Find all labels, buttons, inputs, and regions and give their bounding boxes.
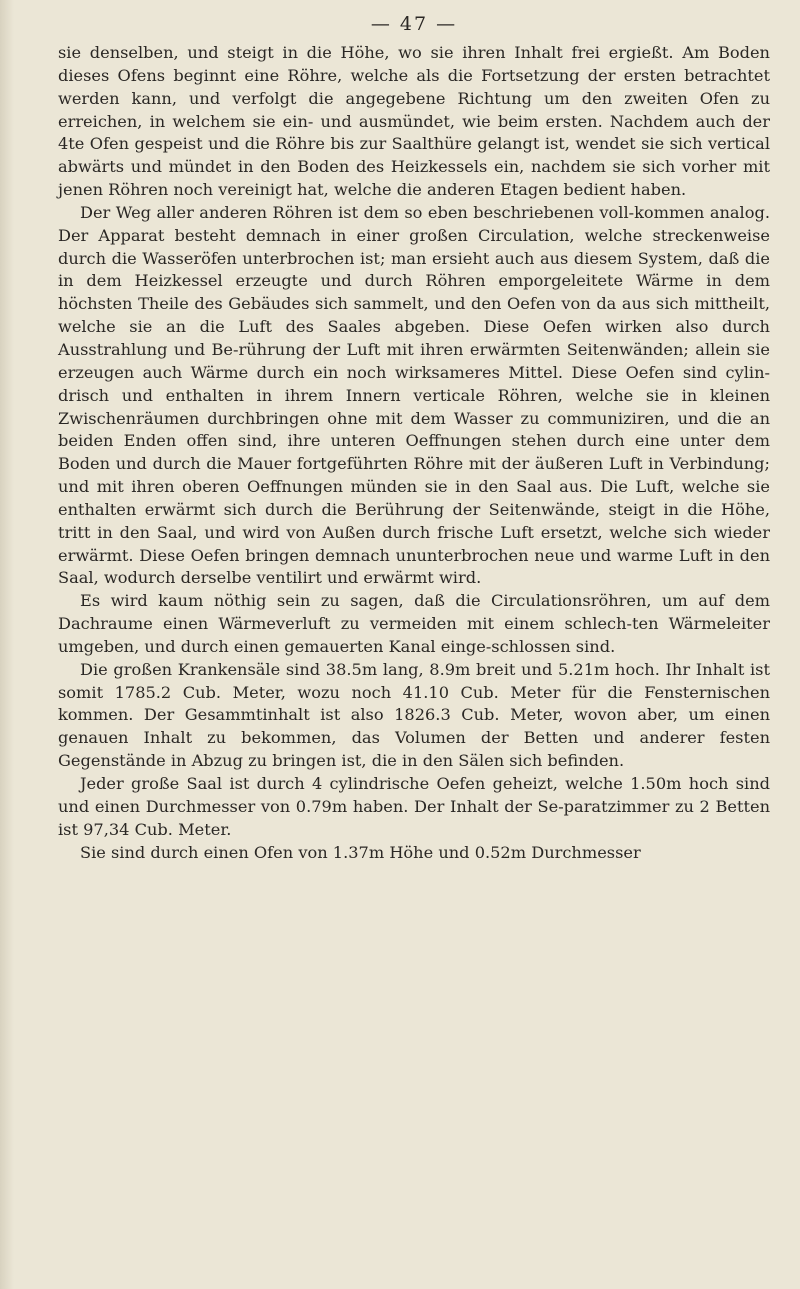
page-edge bbox=[0, 0, 14, 1289]
paragraph-1: sie denselben, und steigt in die Höhe, wo sie ihren Inhalt frei ergießt. Am Boden dieses Ofens beginnt eine Röhre, welche als die Fortsetzung der ersten betrachtet werden kann, und verfolgt die angegebene Richtung um den zweiten Ofen zu erreichen, in welchem sie ein- und ausmündet, wie beim ersten. Nachdem auch der 4te Ofen gespeist und die Röhre bis zur Saalthüre gelangt ist, wendet sie sich vertical abwärts und mündet in den Boden des Heizkessels ein, nachdem sie sich vorher mit jenen Röhren noch vereinigt hat, welche die anderen Etagen bedient haben. bbox=[58, 43, 770, 200]
paragraph-2: Der Weg aller anderen Röhren ist dem so eben beschriebenen voll-kommen analog. Der Apparat besteht demnach in einer großen Circulation, welche streckenweise durch die Wasseröfen unterbrochen ist; man ersieht auch aus diesem System, daß die in dem Heizkessel erzeugte und durch Röhren emporgeleitete Wärme in dem höchsten Theile des Gebäudes sich sammelt, und den Oefen von da aus sich mittheilt, welche sie an die Luft des Saales abgeben. Diese Oefen wirken also durch Ausstrahlung und Be-rührung der Luft mit ihren erwärmten Seitenwänden; allein sie erzeugen auch Wärme durch ein noch wirksameres Mittel. Diese Oefen sind cylin-drisch und enthalten in ihrem Innern verticale Röhren, welche sie in kleinen Zwischenräumen durchbringen ohne mit dem Wasser zu communiziren, und die an beiden Enden offen sind, ihre unteren Oeffnungen stehen durch eine unter dem Boden und durch die Mauer fortgeführten Röhre mit der äußeren Luft in Verbindung; und mit ihren oberen Oeffnungen münden sie in den Saal aus. Die Luft, welche sie enthalten erwärmt sich durch die Berührung der Seitenwände, steigt in die Höhe, tritt in den Saal, und wird von Außen durch frische Luft ersetzt, welche sich wieder erwärmt. Diese Oefen bringen demnach ununterbrochen neue und warme Luft in den Saal, wodurch derselbe ventilirt und erwärmt wird. bbox=[58, 202, 770, 588]
book-page bbox=[58, 8, 770, 864]
paragraph-5: Jeder große Saal ist durch 4 cylindrische Oefen geheizt, welche 1.50m hoch sind und einen Durchmesser von 0.79m haben. Der Inhalt der Se-paratzimmer zu 2 Betten ist 97,34 Cub. Meter. bbox=[58, 774, 770, 839]
body-text bbox=[58, 42, 770, 864]
paragraph-6: Sie sind durch einen Ofen von 1.37m Höhe und 0.52m Durchmesser bbox=[80, 842, 641, 862]
paragraph-4: Die großen Krankensäle sind 38.5m lang, 8.9m breit und 5.21m hoch. Ihr Inhalt ist somit 1785.2 Cub. Meter, wozu noch 41.10 Cub. Meter für die Fensternischen kommen. Der Gesammtinhalt ist also 1826.3 Cub. Meter, wovon aber, um einen genauen Inhalt zu bekommen, das Volumen der Betten und anderer festen Gegenstände in Abzug zu bringen ist, die in den Sälen sich befinden. bbox=[58, 659, 770, 771]
paragraph-3: Es wird kaum nöthig sein zu sagen, daß die Circulationsröhren, um auf dem Dachraume einen Wärmeverluft zu vermeiden mit einem schlech-ten Wärmeleiter umgeben, und durch einen gemauerten Kanal einge-schlossen sind. bbox=[58, 591, 770, 656]
page-number: — 47 — bbox=[370, 13, 458, 35]
